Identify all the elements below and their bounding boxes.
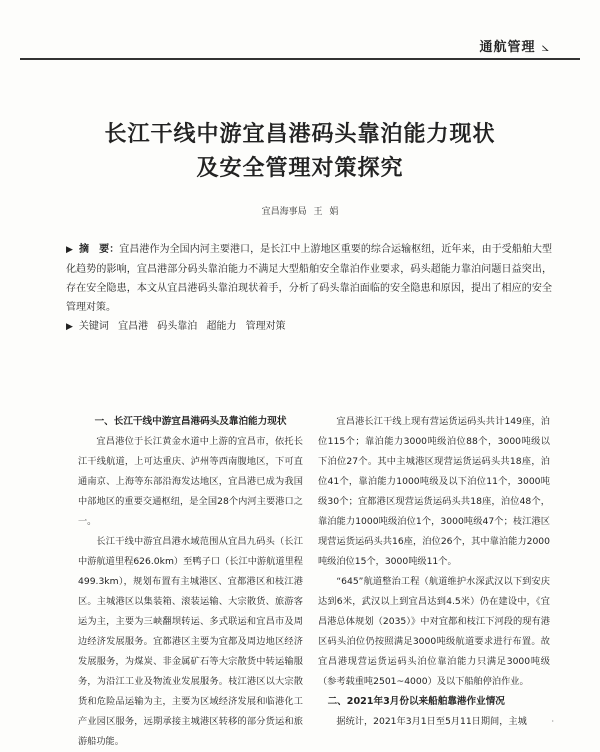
section-label: 通航管理 [479, 40, 536, 55]
section-heading: 二、2021年3月份以来船舶靠港作业情况 [327, 696, 505, 707]
section-heading: 一、长江干线中游宜昌港码头及靠泊能力现状 [94, 416, 287, 427]
article-title [0, 118, 600, 186]
byline [0, 204, 600, 217]
paragraph: 长江干线中游宜昌港水域范围从宜昌九码头（长江中游航道里程626.0km）至鸭子口（长江中游航道里程499.3km），规划布置有主城港区、宜都港区和枝江港区。主城港区以集装箱、滚装运输、大宗散货、旅游客运为主，主要为三峡翻坝转运、多式联运和宜昌市及周边经济发展服务。宜都港区主要为宜都及周边地区经济发展服务，为煤炭、非金属矿石等大宗散货中转运输服务，为沿江工业及物流业发展服务。枝江港区以大宗散货和危险品运输为主，主要为区域经济发展和临港化工产业园区服务，远期承接主城港区转移的部分货运和旅游船功能。 [78, 536, 303, 747]
paragraph: “645”航道整治工程（航道维护水深武汉以下到安庆达到6米，武汉以上到宜昌达到4.5米）仍在建设中，《宜昌港总体规划（2035）》中对宜都和枝江下河段的现有港区码头泊位仍按照满足3000吨级航道要求进行布置。故宜昌港现营运货运码头泊位靠泊能力只满足3000吨级（参考载重吨2501~4000）及以下船舶停泊作业。 [318, 576, 550, 687]
title-line-2: 及安全管理对策探究 [196, 156, 404, 181]
paragraph: 宜昌港长江干线上现有营运货运码头共计149座，泊位115个；靠泊能力3000吨级泊位88个，3000吨级以下泊位27个。其中主城港区现营运货运码头共18座，泊位41个，靠泊能力1000吨级及以下泊位11个，3000吨级30个；宜都港区现营运货运码头共18座，泊位48个，靠泊能力1000吨级泊位1个，3000吨级47个；枝江港区现营运货运码头共16座，泊位26个，其中靠泊能力2000吨级泊位15个，3000吨级11个。 [318, 416, 550, 567]
keywords-label: 关键词 [78, 321, 109, 332]
abstract-text: 宜昌港作为全国内河主要港口，是长江中上游地区重要的综合运输枢纽，近年来，由于受船舶大型化趋势的影响，宜昌港部分码头靠泊能力不满足大型船舶安全靠泊作业要求，码头超能力靠泊问题日益突出，存在安全隐患，本文从宜昌港码头靠泊现状着手，分析了码头靠泊面临的安全隐患和原因，提出了相应的安全管理对策。 [66, 244, 553, 313]
paragraph: 宜昌港位于长江黄金水道中上游的宜昌市，依托长江干线航道，上可达重庆、泸州等西南腹地区，下可直通南京、上海等东部沿海发达地区，宜昌港已成为我国中部地区的重要交通枢纽，是全国28个内河主要港口之一。 [78, 436, 303, 527]
title-line-1: 长江干线中游宜昌港码头靠泊能力现状 [104, 122, 496, 147]
author: 王 娟 [313, 207, 339, 217]
triangle-bullet-icon: ▶ [66, 245, 73, 255]
abstract-label: 摘 要： [79, 244, 120, 255]
keyword: 管理对策 [245, 321, 286, 332]
left-column [78, 412, 303, 752]
triangle-bullet-icon: ▶ [66, 322, 73, 332]
keyword: 码头靠泊 [157, 321, 198, 332]
abstract [66, 240, 552, 317]
page-mark: · [551, 717, 554, 726]
keyword: 宜昌港 [118, 321, 149, 332]
keywords [66, 318, 286, 336]
affiliation: 宜昌海事局 [261, 207, 307, 217]
right-column [318, 412, 550, 732]
paragraph: 据统计，2021年3月1日至5月11日期间，主城 [336, 716, 527, 727]
running-head [480, 36, 551, 55]
keyword: 超能力 [206, 321, 237, 332]
ruler-icon: ⦣ [541, 40, 550, 55]
header-rule [20, 58, 580, 60]
